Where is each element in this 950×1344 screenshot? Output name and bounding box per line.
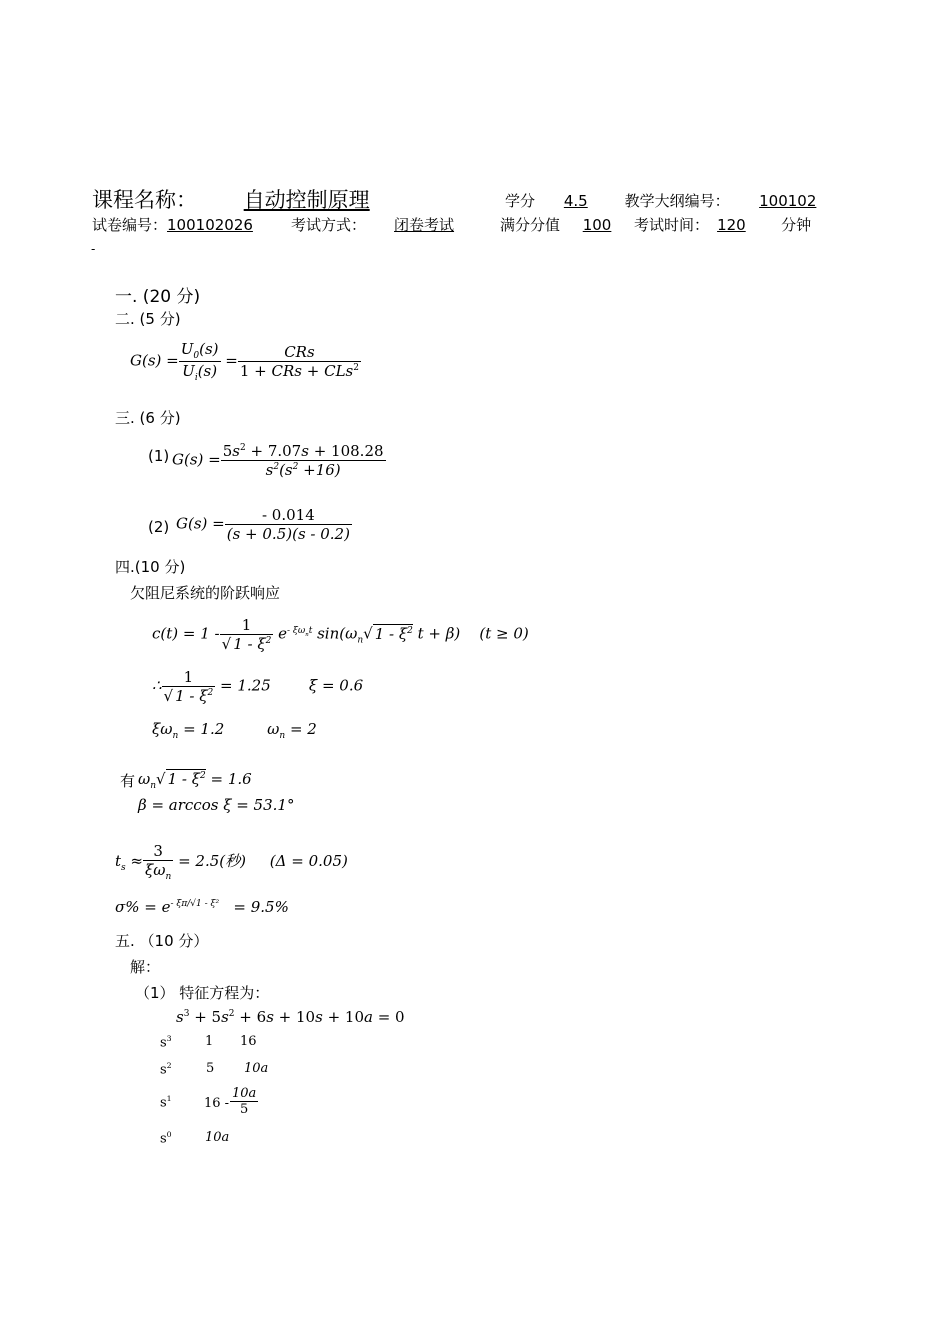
q3-formula-1: G(s) = $\frac{5s^2 + 7.07s + 108.28}{s^2(s^2 +16)}$ xyxy=(172,442,384,479)
q4-wd-eq: $\omega_n√$ $1 - \xi^2 = 1.6$ xyxy=(138,770,252,791)
q4-sigma-eq: $\sigma\% = e^{- \xi\pi/√1 - \xi^2} = 9.5\%$ xyxy=(115,898,289,916)
routh-s0-c1: 10a xyxy=(205,1130,230,1145)
section-1-heading: 一. (20 分) xyxy=(115,287,201,307)
q4-description: 欠阻尼系统的阶跃响应 xyxy=(130,584,281,602)
credit-label: 学分 xyxy=(505,192,536,210)
syllabus-value: 100102 xyxy=(759,192,817,210)
routh-row-s3: $s^3$ 1 16 xyxy=(160,1034,257,1051)
q3-formula-2: G(s) = $\frac{- 0.014}{(s + 0.5)(s - 0.2)}$ xyxy=(176,506,350,543)
credit-value: 4.5 xyxy=(563,192,588,210)
routh-s2-c2: 10a xyxy=(244,1061,269,1076)
time-label: 考试时间： xyxy=(634,216,710,234)
time-value: 120 xyxy=(717,216,746,234)
q5-characteristic-eq: $s^3 + 5s^2 + 6s + 10s + 10a = 0$ xyxy=(176,1008,405,1026)
routh-s3-c2: 16 xyxy=(240,1034,257,1049)
paper-value: 100102026 xyxy=(167,216,253,234)
section-4-heading: 四.(10 分) xyxy=(115,558,186,576)
q5-part-1-label: （1） 特征方程为： xyxy=(135,984,270,1002)
routh-s3-c1: 1 xyxy=(205,1034,214,1049)
q4-ts-eq: $t_s$ ≈ $\frac{3}{\xi\omega_n}$ = 2.5(秒) (Δ = 0.05) xyxy=(115,842,348,882)
header-dash: - xyxy=(91,242,96,256)
syllabus-label: 教学大纲编号： xyxy=(624,192,730,210)
routh-s1-fraction: $\frac{10a}{5}$ xyxy=(232,1086,257,1117)
q2-transfer-function: G(s) = $\frac{U_0(s)}{U_i(s)}$ = $\frac{\text{CRs}}{1 + CRs + CLs^2}$ xyxy=(130,340,359,383)
section-2-heading: 二. (5 分) xyxy=(115,310,181,328)
q4-overshoot-eq: ∴ $\frac{1}{√ 1 - \xi^2}$ = 1.25 ξ = 0.6 xyxy=(152,668,364,705)
q4-wn-eq: $\xi\omega_n = 1.2$ $\omega_n = 2$ xyxy=(152,720,317,741)
section-5-heading: 五. （10 分） xyxy=(115,932,209,950)
exam-mode-value: 闭卷考试 xyxy=(394,216,455,234)
q4-step-response: c(t) = 1 - $\frac{1}{√ 1 - \xi^2}$ $e^{- \xi\omega_nt}$ $\sin(\omega_n√$ $1 - \xi^2$ t + β) (t ≥ 0) xyxy=(152,616,529,653)
q3-part-1-label: (1) xyxy=(148,447,170,465)
time-unit: 分钟 xyxy=(781,216,812,234)
course-value: 自动控制原理 xyxy=(243,188,370,212)
routh-row-s0: $s^0$ 10a xyxy=(160,1130,230,1147)
q5-solution-label: 解： xyxy=(130,958,161,976)
q4-you-label: 有 xyxy=(120,772,136,790)
routh-s2-c1: 5 xyxy=(206,1061,215,1076)
header-line-1 xyxy=(92,184,479,214)
section-3-heading: 三. (6 分) xyxy=(115,409,181,427)
score-label: 满分分值 xyxy=(500,216,561,234)
q3-part-2-label: (2) xyxy=(148,518,170,536)
q4-beta-eq: β = arccos ξ = 53.1° xyxy=(138,796,295,814)
header-line-2 xyxy=(92,214,811,235)
routh-s1-c1: 16 - xyxy=(204,1096,230,1111)
exam-mode-label: 考试方式： xyxy=(291,216,367,234)
credit-group xyxy=(505,190,816,211)
routh-row-s2: $s^2$ 5 10a xyxy=(160,1061,269,1078)
score-value: 100 xyxy=(582,216,612,234)
paper-label: 试卷编号： xyxy=(92,216,168,234)
course-label: 课程名称： xyxy=(92,188,197,212)
